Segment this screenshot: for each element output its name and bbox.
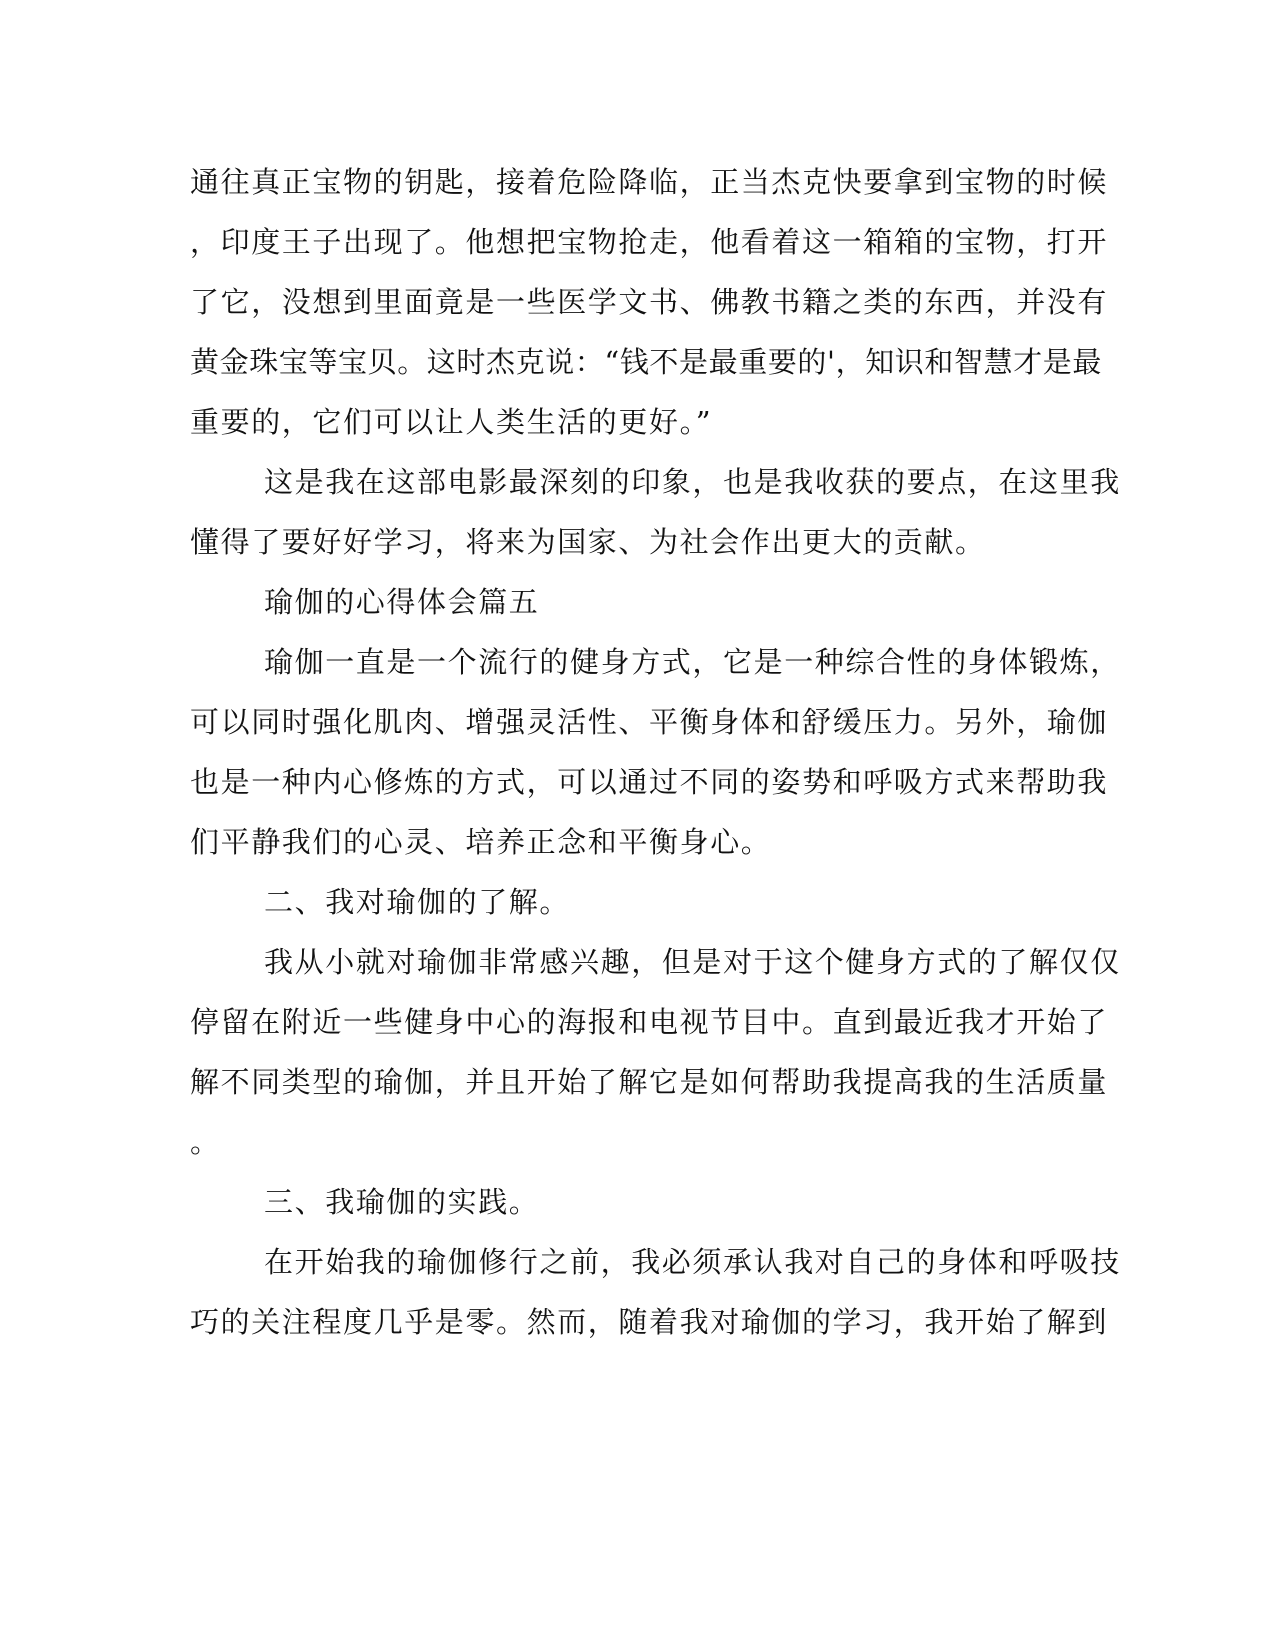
text-line: 黄金珠宝等宝贝。这时杰克说：“钱不是最重要的'，知识和智慧才是最 [190, 345, 1102, 379]
text-line: 了它，没想到里面竟是一些医学文书、佛教书籍之类的东西，并没有 [190, 285, 1109, 319]
paragraph-first-line: 在开始我的瑜伽修行之前，我必须承认我对自己的身体和呼吸技 [264, 1245, 1121, 1279]
text-line: ，印度王子出现了。他想把宝物抢走，他看着这一箱箱的宝物，打开 [190, 225, 1109, 259]
text-line: 。 [190, 1125, 221, 1159]
text-line: 通往真正宝物的钥匙，接着危险降临，正当杰克快要拿到宝物的时候 [190, 165, 1109, 199]
text-line: 重要的，它们可以让人类生活的更好。” [190, 405, 713, 439]
text-line: 们平静我们的心灵、培养正念和平衡身心。 [190, 825, 772, 859]
paragraph-first-line: 我从小就对瑜伽非常感兴趣，但是对于这个健身方式的了解仅仅 [264, 945, 1121, 979]
text-line: 可以同时强化肌肉、增强灵活性、平衡身体和舒缓压力。另外，瑜伽 [190, 705, 1109, 739]
paragraph-first-line: 瑜伽一直是一个流行的健身方式，它是一种综合性的身体锻炼， [264, 645, 1121, 679]
text-line: 巧的关注程度几乎是零。然而，随着我对瑜伽的学习，我开始了解到 [190, 1305, 1109, 1339]
section-heading: 瑜伽的心得体会篇五 [264, 585, 540, 619]
paragraph-first-line: 这是我在这部电影最深刻的印象，也是我收获的要点，在这里我 [264, 465, 1121, 499]
subsection-heading: 二、我对瑜伽的了解。 [264, 885, 571, 919]
text-line: 停留在附近一些健身中心的海报和电视节目中。直到最近我才开始了 [190, 1005, 1109, 1039]
text-line: 懂得了要好好学习，将来为国家、为社会作出更大的贡献。 [190, 525, 986, 559]
text-line: 也是一种内心修炼的方式，可以通过不同的姿势和呼吸方式来帮助我 [190, 765, 1109, 799]
text-line: 解不同类型的瑜伽，并且开始了解它是如何帮助我提高我的生活质量 [190, 1065, 1109, 1099]
subsection-heading: 三、我瑜伽的实践。 [264, 1185, 540, 1219]
